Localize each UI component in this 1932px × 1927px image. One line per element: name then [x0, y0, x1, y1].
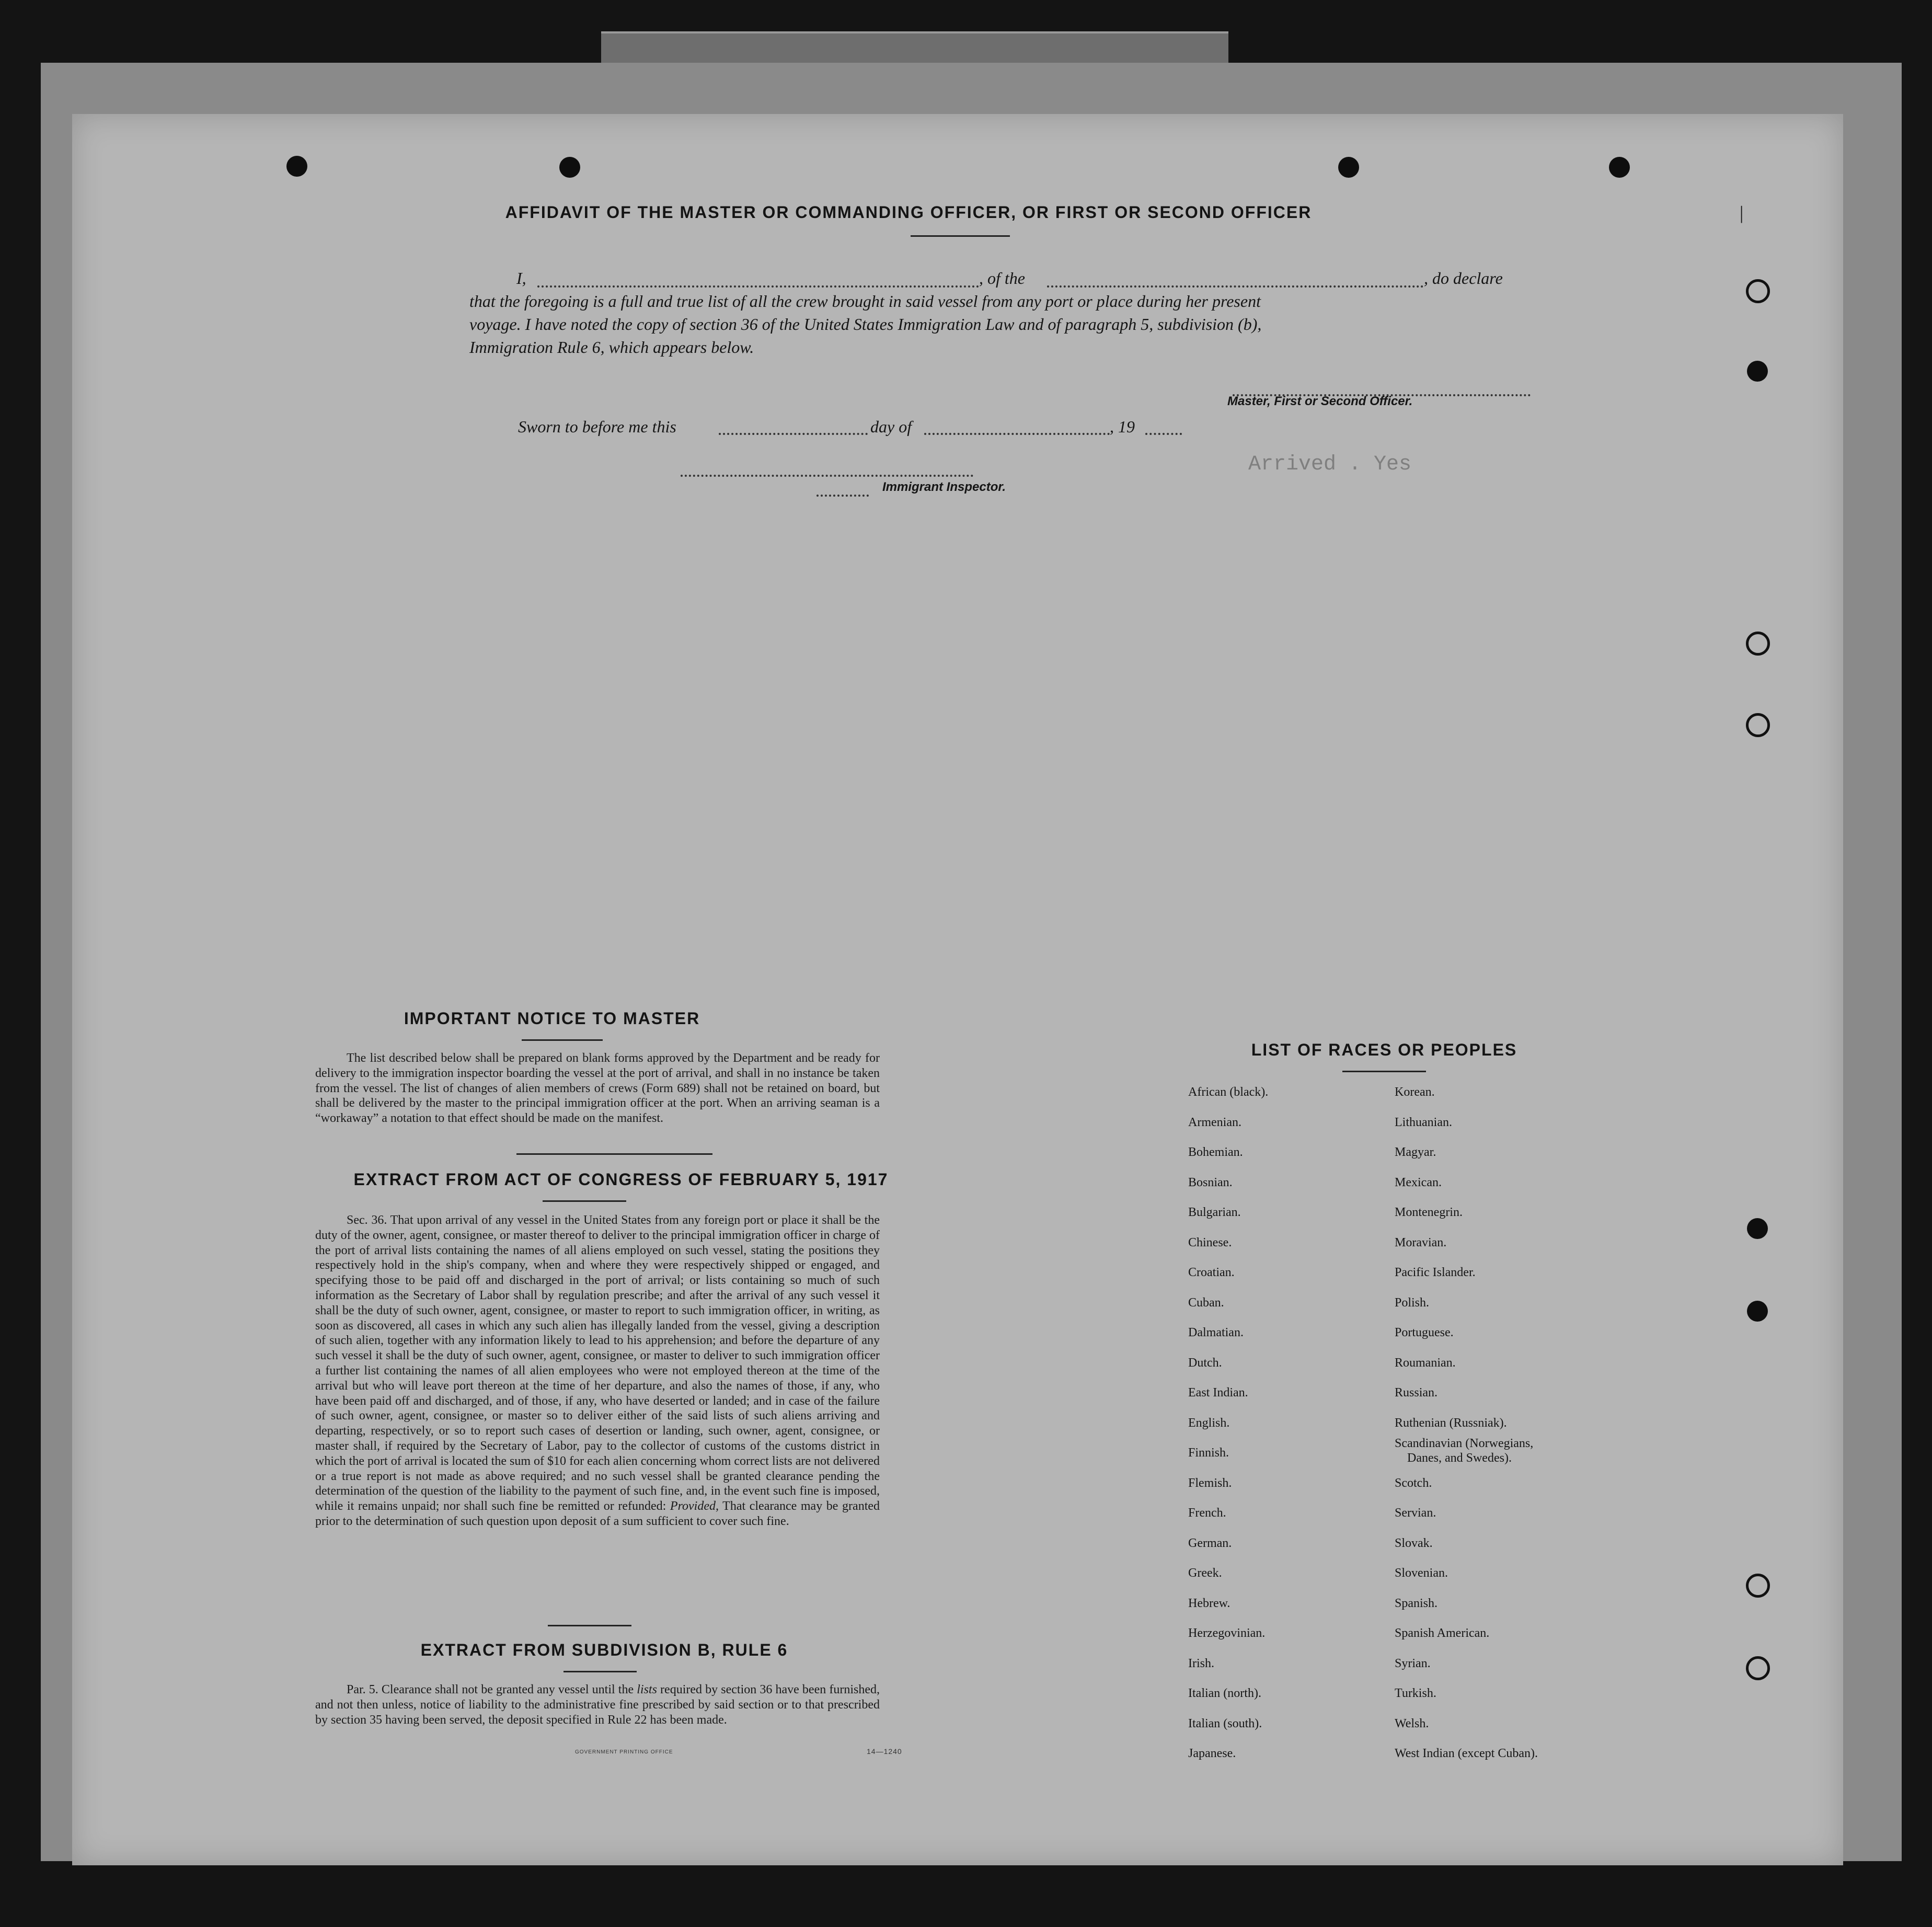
race-right-item: Slovenian. [1395, 1566, 1448, 1580]
race-right-item: Montenegrin. [1395, 1206, 1463, 1219]
affidavit-title-rule [911, 235, 1010, 237]
race-left-item: Cuban. [1188, 1295, 1224, 1310]
act-extract-paragraph [315, 1213, 880, 1529]
race-right-item: Scotch. [1395, 1476, 1432, 1490]
race-right-item: Servian. [1395, 1506, 1436, 1520]
act-provided-word: Provided, [670, 1499, 719, 1513]
form-number: 14—1240 [867, 1747, 902, 1756]
punch-hole [1747, 1301, 1768, 1322]
notice-text [315, 1051, 880, 1126]
affidavit-line-2: that the foregoing is a full and true list of all the crew brought in said vessel from any port or place during her present [469, 292, 1261, 311]
race-left-item: Greek. [1188, 1566, 1222, 1580]
master-signature-label: Master, First or Second Officer. [1227, 394, 1413, 408]
punch-hole [1747, 361, 1768, 382]
races-title: LIST OF RACES OR PEOPLES [1251, 1040, 1517, 1059]
race-right-item: Roumanian. [1395, 1356, 1456, 1370]
act-extract-title-rule [543, 1200, 626, 1202]
punch-hole [1746, 1574, 1770, 1598]
affidavit-line-4: Immigration Rule 6, which appears below. [469, 338, 754, 357]
act-section-label: Sec. 36. [347, 1213, 387, 1227]
sworn-year-blank[interactable] [1145, 433, 1182, 435]
race-right-item: Welsh. [1395, 1716, 1429, 1730]
race-left-item: Flemish. [1188, 1476, 1232, 1490]
punch-hole [1746, 279, 1770, 303]
race-left-item: Hebrew. [1188, 1596, 1230, 1610]
race-right-item: Lithuanian. [1395, 1115, 1452, 1129]
notice-paragraph: The list described below shall be prepared on blank forms approved by the Department and be ready for delivery to the immigration inspector boarding the vessel at the port of arrival, and shall in no instance be taken from the vessel. The list of changes of alien members of crews (Form 689) shall not be retained on board, but shall be delivered by the master to the principal immigration officer at the port. When an arriving seaman is a “workaway” a notation to that effect should be made on the manifest. [315, 1051, 880, 1126]
races-title-rule [1342, 1071, 1426, 1072]
race-right-item-continuation: Danes, and Swedes). [1407, 1451, 1512, 1465]
inspector-signature-line[interactable] [681, 475, 973, 477]
punch-hole [1746, 1656, 1770, 1680]
act-section-text: That upon arrival of any vessel in the United States from any foreign port or place it shall be the duty of the owner, agent, consignee, or master thereof to deliver to the principal immigration officer in charge of the port of arrival lists containing the names of all aliens employed on such vessel, stating the positions they respectively hold in the ship's company, when and where they were respectively shipped or engaged, and specifying those to be paid off and discharged in the port of arrival; or lists containing so much of such information as the Secretary of Labor shall by regulation prescribe; and after the arrival of any such vessel it shall be the duty of such owner, agent, consignee, or master to report to such immigration officer, in writing, as soon as discovered, all cases in which any such alien has illegally landed from the vessel, giving a description of such alien, together with any information likely to lead to his apprehension; and before the departure of any such vessel it shall be the duty of such owner, agent, consignee, or master to deliver to such immigration officer a further list containing the names of all alien employees who were not employed thereon at the time of the arrival but who will leave port thereon at the time of her departure, and also the names of those, if any, who have been paid off and discharged, and of those, if any, who have deserted or landed; and in case of the failure of such owner, agent, consignee, or master so to deliver either of the said lists of such aliens arriving and departing, respectively, or so to report such cases of desertion or landing, such owner, agent, consignee, or master shall, if required by the Secretary of Labor, pay to the collector of customs of the customs district in which the port of arrival is located the sum of $10 for each alien concerning whom correct lists are not delivered or a true report is not made as above required; and no such vessel shall be granted clearance pending the determination of the question of the liability to the payment of such fine, and, in the event such fine is imposed, while it remains unpaid; nor shall such fine be remitted or refunded: [315, 1213, 880, 1513]
race-left-item: Dalmatian. [1188, 1326, 1244, 1339]
race-right-item: Ruthenian (Russniak). [1395, 1416, 1507, 1430]
affidavit-line-3: voyage. I have noted the copy of section 36 of the United States Immigration Law and of paragraph 5, subdivision (b), [469, 315, 1262, 334]
race-left-item: Dutch. [1188, 1356, 1222, 1370]
race-right-item: West Indian (except Cuban). [1395, 1747, 1538, 1760]
notice-title-rule [522, 1039, 603, 1041]
sworn-month-blank[interactable] [924, 433, 1110, 435]
rule-text-start: Par. 5. Clearance shall not be granted any vessel until the [347, 1683, 637, 1696]
affidavit-of-the: , of the [979, 269, 1025, 288]
sworn-prefix: Sworn to before me this [518, 417, 676, 436]
race-left-item: Japanese. [1188, 1747, 1236, 1760]
race-right-item: Pacific Islander. [1395, 1266, 1476, 1279]
race-left-item: French. [1188, 1506, 1226, 1520]
printer-imprint: GOVERNMENT PRINTING OFFICE [575, 1749, 673, 1755]
race-left-item: Bohemian. [1188, 1145, 1243, 1159]
race-left-item: Chinese. [1188, 1235, 1232, 1249]
rule-lists-word: lists [637, 1683, 657, 1696]
sworn-day-blank[interactable] [719, 433, 868, 435]
punch-hole [1746, 713, 1770, 737]
race-left-item: East Indian. [1188, 1386, 1248, 1400]
race-right-item: Scandinavian (Norwegians, [1395, 1437, 1534, 1450]
race-left-item: German. [1188, 1536, 1232, 1550]
notice-title: IMPORTANT NOTICE TO MASTER [404, 1009, 700, 1028]
inspector-short-line [816, 495, 869, 497]
vessel-blank[interactable] [1047, 285, 1423, 288]
notice-divider [516, 1153, 712, 1155]
race-right-item: Spanish. [1395, 1596, 1438, 1610]
race-left-item: Finnish. [1188, 1446, 1229, 1460]
document-sheet [72, 114, 1843, 1865]
punch-hole [1746, 632, 1770, 656]
rule-extract-title: EXTRACT FROM SUBDIVISION B, RULE 6 [420, 1641, 788, 1659]
race-right-item: Mexican. [1395, 1175, 1442, 1189]
race-right-item: Russian. [1395, 1386, 1438, 1400]
race-right-item: Magyar. [1395, 1145, 1436, 1159]
race-right-item: Moravian. [1395, 1235, 1447, 1249]
race-right-item: Polish. [1395, 1295, 1430, 1310]
inspector-label: Immigrant Inspector. [882, 480, 1006, 494]
race-right-item: Spanish American. [1395, 1626, 1490, 1640]
affidavit-i: I, [516, 269, 526, 288]
rule-text-end: required by section 36 have been furnished, and not then unless, notice of liability to the administrative fine prescribed by said section or to that prescribed by section 35 having been served, the deposit specified in Rule 22 has been made. [315, 1683, 880, 1727]
top-right-tick: | [1740, 202, 1744, 223]
sworn-day-of: day of [870, 417, 912, 436]
punch-hole [286, 156, 307, 177]
affidavit-title: AFFIDAVIT OF THE MASTER OR COMMANDING OFFICER, OR FIRST OR SECOND OFFICER [505, 203, 1312, 222]
act-extract-text [315, 1213, 880, 1529]
name-blank[interactable] [537, 285, 979, 288]
race-left-item: Armenian. [1188, 1115, 1241, 1129]
race-right-item: Turkish. [1395, 1687, 1436, 1700]
punch-hole [1747, 1218, 1768, 1239]
act-extract-title: EXTRACT FROM ACT OF CONGRESS OF FEBRUARY 5, 1917 [353, 1170, 889, 1189]
race-left-item: Italian (south). [1188, 1716, 1262, 1730]
race-left-item: Bosnian. [1188, 1175, 1233, 1189]
race-right-item: Portuguese. [1395, 1326, 1454, 1339]
race-left-item: African (black). [1188, 1085, 1269, 1099]
rule-extract-paragraph [315, 1682, 880, 1727]
race-left-item: English. [1188, 1416, 1230, 1430]
race-left-item: Herzegovinian. [1188, 1626, 1266, 1640]
handwritten-note: Arrived . Yes [1248, 453, 1412, 476]
race-right-item: Korean. [1395, 1085, 1435, 1099]
act-section-text-end: That clearance may be granted prior to the determination of such question upon deposit of a sum sufficient to cover such fine. [315, 1499, 880, 1528]
rule-extract-text [315, 1682, 880, 1727]
punch-hole [1609, 157, 1630, 178]
race-left-item: Bulgarian. [1188, 1206, 1241, 1219]
sworn-year: , 19 [1110, 417, 1135, 436]
race-left-item: Italian (north). [1188, 1687, 1261, 1700]
punch-hole [1338, 157, 1359, 178]
race-right-item: Syrian. [1395, 1656, 1431, 1670]
rule-extract-title-rule [564, 1671, 637, 1672]
race-right-item: Slovak. [1395, 1536, 1433, 1550]
race-left-item: Croatian. [1188, 1266, 1235, 1279]
affidavit-declare: , do declare [1424, 269, 1503, 288]
punch-hole [559, 157, 580, 178]
race-left-item: Irish. [1188, 1656, 1214, 1670]
rule-divider [548, 1625, 631, 1626]
